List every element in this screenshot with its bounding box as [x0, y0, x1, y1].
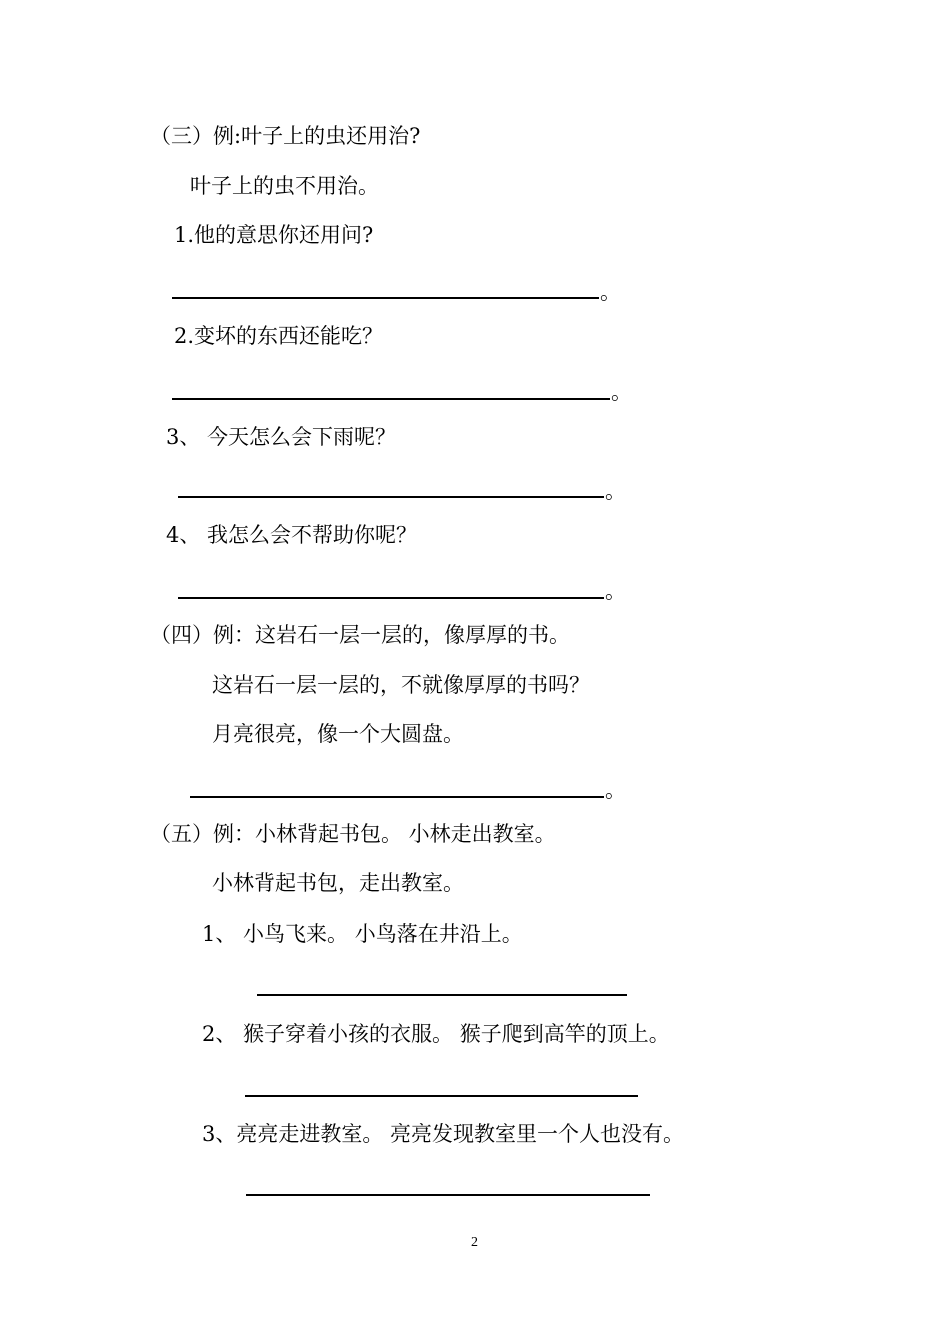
section4-heading: （四）例：这岩石一层一层的，像厚厚的书。 — [150, 623, 570, 647]
section5-item-1-question: 1、 小鸟飞来。 小鸟落在井沿上。 — [202, 922, 523, 946]
section4-answer-line[interactable] — [190, 796, 604, 798]
section3-item-3-answer-line[interactable] — [178, 496, 604, 498]
section5-item-2-question: 2、 猴子穿着小孩的衣服。 猴子爬到高竿的顶上。 — [202, 1022, 670, 1046]
section3-item-1-period: 。 — [600, 280, 621, 304]
section3-item-1-answer-line[interactable] — [172, 297, 599, 299]
section4-example-answer: 这岩石一层一层的，不就像厚厚的书吗？ — [212, 673, 590, 697]
section4-question: 月亮很亮，像一个大圆盘。 — [212, 722, 464, 746]
section3-heading: （三）例:叶子上的虫还用治? — [150, 124, 421, 148]
section3-example-answer: 叶子上的虫不用治。 — [190, 174, 379, 198]
section3-item-2-answer-line[interactable] — [172, 398, 610, 400]
section5-item-2-answer-line[interactable] — [245, 1095, 638, 1097]
section5-heading: （五）例：小林背起书包。 小林走出教室。 — [150, 822, 556, 846]
section3-item-3-period: 。 — [605, 479, 626, 503]
section3-item-4-answer-line[interactable] — [178, 597, 604, 599]
section3-item-4-question: 4、 我怎么会不帮助你呢？ — [166, 523, 418, 547]
section3-item-4-period: 。 — [605, 579, 626, 603]
section3-item-2-period: 。 — [611, 380, 632, 404]
section5-item-3-question: 3、亮亮走进教室。 亮亮发现教室里一个人也没有。 — [202, 1122, 685, 1146]
section3-item-1-question: 1.他的意思你还用问? — [174, 223, 374, 247]
page-number: 2 — [471, 1235, 478, 1250]
section5-item-3-answer-line[interactable] — [246, 1194, 650, 1196]
section5-example-answer: 小林背起书包，走出教室。 — [212, 871, 464, 895]
section4-period: 。 — [605, 778, 626, 802]
section5-item-1-answer-line[interactable] — [257, 994, 627, 996]
section3-item-2-question: 2.变坏的东西还能吃？ — [174, 324, 384, 348]
section3-item-3-question: 3、 今天怎么会下雨呢？ — [166, 425, 397, 449]
